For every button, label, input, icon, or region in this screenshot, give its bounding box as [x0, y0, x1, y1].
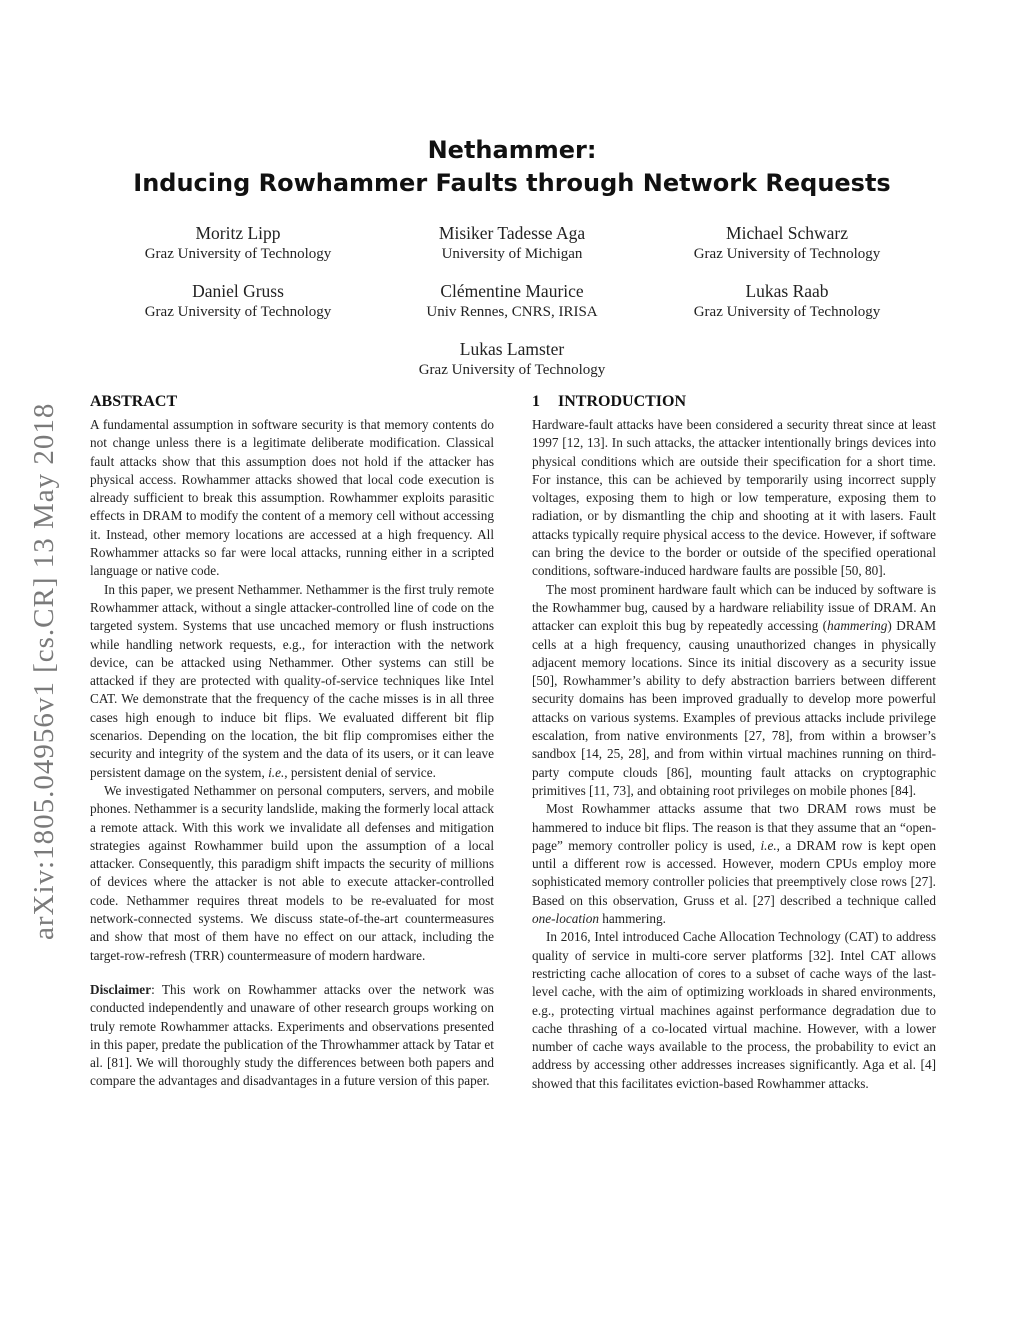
abstract-heading: ABSTRACT: [90, 393, 178, 410]
author-affiliation: University of Michigan: [441, 246, 583, 262]
author-name: Lukas Raab: [745, 281, 829, 301]
author-affiliation: Univ Rennes, CNRS, IRISA: [426, 304, 598, 320]
author-block: [637, 280, 937, 322]
arxiv-identifier: arXiv:1805.04956v1 [cs.CR] 13 May 2018: [28, 402, 60, 940]
author-affiliation: Graz University of Technology: [144, 246, 332, 262]
abstract-paragraph: A fundamental assumption in software security is that memory contents do not change unless there is a legitimate deliberate modification. Classical fault attacks show that this assumption does not hold if the attacker has physical access. Rowhammer attacks showed that local code execution is already sufficient to break this assumption. Rowhammer exploits parasitic effects in DRAM to modify the content of a memory cell without accessing it. Instead, other memory locations are accessed at a high frequency. All Rowhammer attacks so far were local attacks, running either in a scripted language or native code.: [90, 417, 494, 579]
paper-title-line-1: Nethammer:: [427, 136, 597, 164]
author-block: [637, 222, 937, 264]
author-name: Michael Schwarz: [726, 223, 848, 243]
author-name: Misiker Tadesse Aga: [438, 223, 586, 243]
author-name: Moritz Lipp: [195, 223, 281, 243]
author-block: [362, 280, 662, 322]
author-name: Lukas Lamster: [459, 339, 565, 359]
intro-paragraph: The most prominent hardware fault which can be induced by software is the Rowhammer bug, caused by a hardware reliability issue of DRAM. An attacker can exploit this bug by repeatedly accessing (hammering) DRAM cells at a high frequency, causing unauthorized changes in physically adjacent memory locations. Since its initial discovery as a security issue [50], Rowhammer’s ability to defy abstraction barriers between different security domains has been improved gradually to develop more powerful attacks on various systems. Examples of previous attacks include privilege escalation, from native environments [27, 78], from within a browser’s sandbox [14, 25, 28], and from within virtual machines running on third-party compute clouds [86], mounting fault attacks on cryptographic primitives [11, 73], and obtaining root privileges on mobile phones [84].: [532, 581, 937, 798]
right-column: [532, 392, 936, 1093]
paper-title-line-2: Inducing Rowhammer Faults through Network Requests: [133, 169, 891, 197]
abstract-paragraph: In this paper, we present Nethammer. Nethammer is the first truly remote Rowhammer attack, without a single attacker-controlled line of code on the targeted system. Systems that use uncached memory or flush instructions while handling network requests, e.g., for interaction with the network device, can be attacked using Nethammer. Other systems can still be attacked if they are protected with quality-of-service techniques like Intel CAT. We demonstrate that the frequency of the cache misses is in all three cases high enough to induce bit flips. We evaluated different bit flip scenarios. Depending on the location, the bit flip compromises either the security and integrity of the system and the data of its users, or it can leave persistent damage on the system, i.e., persistent denial of service.: [90, 581, 494, 780]
left-column: [90, 392, 494, 1091]
author-affiliation: Graz University of Technology: [693, 246, 881, 262]
intro-paragraph: Hardware-fault attacks have been considered a security threat since at least 1997 [12, 13]. In such attacks, the attacker intentionally brings devices into physical conditions which are outside their specification for a short time. For instance, this can be achieved by temporarily using incorrect supply voltages, exposing them to high or low temperature, exposing them to radiation, or by dismantling the chip and shooting at it with lasers. Fault attacks typically require physical access to the device. However, if software can bring the device to the border or outside of the specified operational conditions, software-induced hardware faults are possible [50, 80].: [532, 417, 936, 579]
abstract-paragraph: We investigated Nethammer on personal computers, servers, and mobile phones. Nethammer is a security landslide, making the formerly local attack a remote attack. With this work we invalidate all defenses and mitigation strategies against Rowhammer build upon the assumption of a local attacker. Consequently, this paradigm shift impacts the security of millions of devices where the attacker is not able to execute attacker-controlled code. Nethammer requires threat models to be re-evaluated for most network-connected systems. We discuss state-of-the-art countermeasures and show that most of them have no effect on our attack, including the target-row-refresh (TRR) countermeasure of modern hardware.: [90, 782, 494, 963]
author-name: Daniel Gruss: [192, 281, 284, 301]
author-block: [88, 280, 388, 322]
author-affiliation: Graz University of Technology: [418, 362, 606, 378]
author-block: [88, 222, 388, 264]
author-affiliation: Graz University of Technology: [144, 304, 332, 320]
intro-paragraph: Most Rowhammer attacks assume that two DRAM rows must be hammered to induce bit flips. The reason is that they assume that an “open-page” memory controller policy is used, i.e., a DRAM row is kept open until a different row is accessed. However, modern CPUs employ more sophisticated memory controller policies that preemptively close rows [27]. Based on this observation, Gruss et al. [27] described a technique called one-location hammering.: [532, 801, 936, 927]
disclaimer-label: Disclaimer: [90, 981, 152, 997]
author-affiliation: Graz University of Technology: [693, 304, 881, 320]
section-title: INTRODUCTION: [558, 393, 687, 410]
author-name: Clémentine Maurice: [440, 281, 584, 301]
intro-paragraph: In 2016, Intel introduced Cache Allocation Technology (CAT) to address quality of service in multi-core server platforms [32]. Intel CAT allows restricting cache allocation of cores to a subset of cache ways of the last-level cache, with the aim of optimizing workloads in shared environments, e.g., protecting virtual machines against performance degradation due to cache thrashing of a co-located virtual machine. However, with a lower number of cache ways available to the process, the probability to evict an address by accessing other addresses increases significantly. Aga et al. [4] showed that this facilitates eviction-based Rowhammer attacks.: [532, 929, 936, 1091]
author-block: [362, 338, 662, 380]
disclaimer-paragraph: Disclaimer: This work on Rowhammer attacks over the network was conducted independently and unaware of other research groups working on truly remote Rowhammer attacks. Experiments and observations presented in this paper, predate the publication of the Throwhammer attack by Tatar et al. [81]. We will thoroughly study the differences between both papers and compare the advantages and disadvantages in a future version of this paper.: [90, 981, 494, 1089]
author-block: [362, 222, 662, 264]
introduction-heading: [532, 392, 936, 412]
section-number: 1: [532, 393, 540, 410]
